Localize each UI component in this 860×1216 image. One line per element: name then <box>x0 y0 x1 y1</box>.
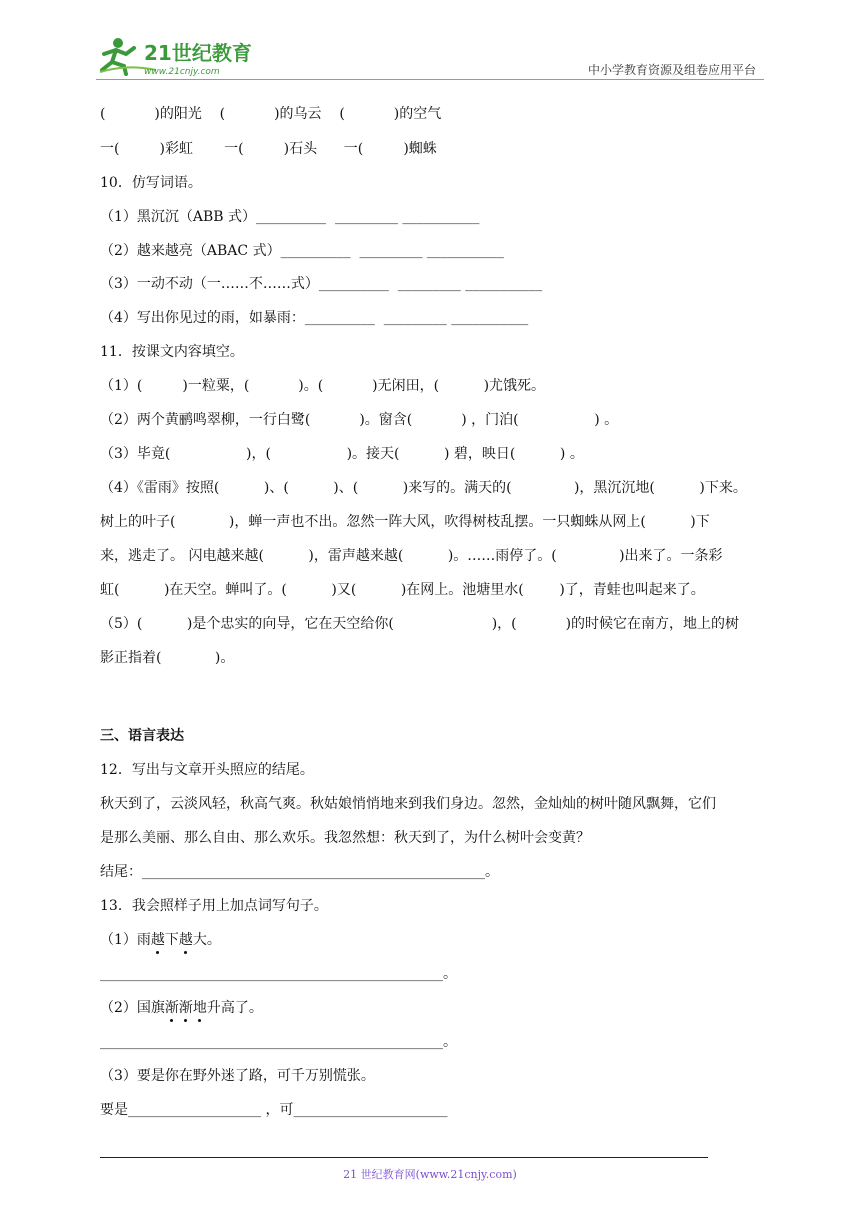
question-11-title: 11．按课文内容填空。 <box>100 344 244 360</box>
question-10-item-4: （4）写出你见过的雨，如暴雨：__________ _________ ___________ <box>100 310 529 326</box>
header-divider <box>96 79 764 80</box>
question-11-item-1: （1）( )一粒粟，( )。( )无闲田，( )尤饿死。 <box>100 378 546 394</box>
dotted-word-jian-2: 渐 <box>178 1000 193 1016</box>
question-10-item-2: （2）越来越亮（ABAC 式）__________ _________ ___________ <box>100 243 504 259</box>
question-13-title: 13．我会照样子用上加点词写句子。 <box>100 898 328 914</box>
dotted-word-jian-1: 渐 <box>164 1000 179 1016</box>
question-11-item-4-line-3: 来，逃走了。 闪电越来越( )，雷声越来越( )。……雨停了。( )出来了。一条彩 <box>100 548 723 564</box>
question-10-title: 10．仿写词语。 <box>100 175 202 191</box>
logo-url: www.21cnjy.com <box>144 67 220 77</box>
question-11-item-4-line-1: （4）《雷雨》按照( )、( )、( )来写的。满天的( )，黑沉沉地( )下来。 <box>100 480 747 496</box>
question-13-item-3: （3）要是你在野外迷了路，可千万别慌张。 <box>100 1068 375 1084</box>
site-logo <box>96 36 256 78</box>
question-13-answer-blank-2: _________________________________________________。 <box>100 1034 457 1050</box>
measure-word-fill-line: 一( )彩虹 一( )石头 一( )蜘蛛 <box>100 141 437 157</box>
question-11-item-3: （3）毕竟( )，( )。接天( ) 碧，映日( ) 。 <box>100 446 584 462</box>
question-13-answer-blank-1: _________________________________________________。 <box>100 966 457 982</box>
question-11-item-5-line-1: （5）( )是个忠实的向导，它在天空给你( )，( )的时候它在南方，地上的树 <box>100 616 740 632</box>
runner-logo-icon <box>96 36 256 78</box>
footer-site-text: 21 世纪教育网(www.21cnjy.com) <box>343 1168 517 1181</box>
question-12-title: 12．写出与文章开头照应的结尾。 <box>100 762 314 778</box>
question-13-item-2 <box>100 998 263 1018</box>
q13-2-suffix: 升高了。 <box>206 1000 263 1016</box>
question-11-item-4-line-4: 虹( )在天空。蝉叫了。( )又( )在网上。池塘里水( )了，青蛙也叫起来了。 <box>100 582 705 598</box>
question-12-passage-line-2: 是那么美丽、那么自由、那么欢乐。我忽然想：秋天到了，为什么树叶会变黄？ <box>100 830 590 846</box>
dotted-word-di: 地 <box>192 1000 207 1016</box>
q13-2-prefix: （2）国旗 <box>100 1000 165 1016</box>
question-10-item-1: （1）黑沉沉（ABB 式）__________ _________ ___________ <box>100 209 480 225</box>
question-11-item-2: （2）两个黄鹂鸣翠柳，一行白鹭( )。窗含( ) ，门泊( ) 。 <box>100 412 619 428</box>
q13-1-prefix: （1）雨 <box>100 932 151 948</box>
question-11-item-5-line-2: 影正指着( )。 <box>100 650 235 666</box>
question-12-answer-line: 结尾：_________________________________________________。 <box>100 864 499 880</box>
question-11-item-4-line-2: 树上的叶子( )，蝉一声也不出。忽然一阵大风，吹得树枝乱摆。一只蜘蛛从网上( )下 <box>100 514 710 530</box>
header-platform-text: 中小学教育资源及组卷应用平台 <box>587 63 756 77</box>
dotted-word-yue-2: 越 <box>178 932 193 948</box>
q13-1-mid: 下 <box>164 932 179 948</box>
logo-title: 21世纪教育 <box>144 41 252 65</box>
q13-1-suffix: 大。 <box>192 932 221 948</box>
question-13-item-3-answer: 要是___________________ ，可______________________ <box>100 1102 448 1118</box>
question-12-passage-line-1: 秋天到了，云淡风轻，秋高气爽。秋姑娘悄悄地来到我们身边。忽然，金灿灿的树叶随风飘舞，它们 <box>100 796 716 812</box>
footer-divider <box>100 1157 708 1158</box>
adjective-fill-line: ( )的阳光 ( )的乌云 ( )的空气 <box>100 106 442 122</box>
section-3-heading: 三、语言表达 <box>100 728 184 744</box>
question-13-item-1 <box>100 930 221 950</box>
question-10-item-3: （3）一动不动（一……不……式）__________ _________ ___________ <box>100 276 543 292</box>
dotted-word-yue-1: 越 <box>150 932 165 948</box>
